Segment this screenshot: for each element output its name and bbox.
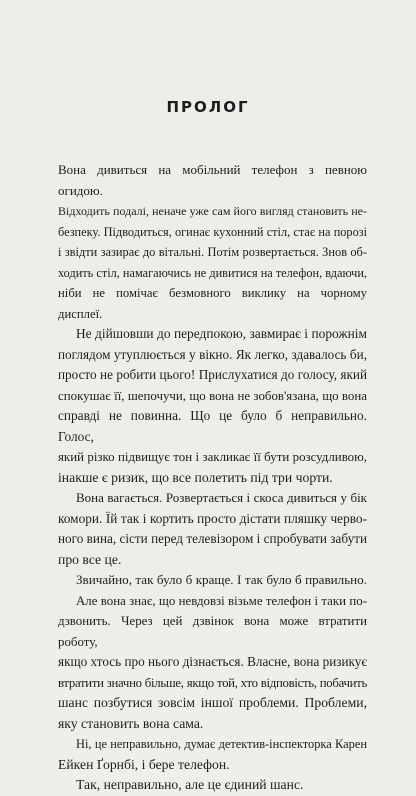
text-line: просто не робити цього! Прислухатися до голосу, який — [58, 367, 367, 382]
text-line: поглядом утуплюється у вікно. Як легко, здавалось би, — [58, 346, 367, 362]
text-line: Звичайно, так було б краще. І так було б правильно. — [76, 572, 367, 587]
body-text — [58, 160, 367, 796]
text-line: ніби не помічає безмовного виклику на чорному дисплеї. — [58, 286, 367, 321]
text-line: справді не повинна. Що це було б неправильно. Голос, — [58, 408, 367, 444]
chapter-title: ПРОЛОГ — [166, 98, 250, 116]
text-line: дзвонить. Через цей дзвінок вона може втратити роботу, — [58, 614, 367, 649]
text-line: Вона вагається. Розвертається і скоса дивиться у бік — [76, 490, 367, 505]
text-line: безпеку. Підводиться, огинає кухонний стіл, стає на порозі — [58, 224, 367, 239]
text-line: Так, неправильно, але це єдиний шанс. — [76, 777, 304, 792]
text-line: Вона дивиться на мобільний телефон з певною огидою. — [58, 162, 367, 198]
text-line: ного вина, сісти перед телевізором і спробувати забути — [58, 531, 367, 546]
text-line: про все це. — [58, 551, 122, 567]
text-line: Не дійшовши до передпокою, завмирає і порожнім — [76, 326, 367, 341]
text-line: інакше є ризик, що все полетить під три чорти. — [58, 469, 333, 485]
text-line: спокушає її, шепочучи, що вона не зобов'язана, що вона — [58, 388, 367, 403]
text-line: ходить стіл, намагаючись не дивитися на телефон, вдаючи, — [58, 265, 368, 280]
text-line: який різко підвищує тон і закликає її бути розсудливою, — [58, 450, 367, 464]
text-line: комори. Їй так і кортить просто дістати пляшку черво- — [58, 510, 367, 526]
text-line: Відходить подалі, неначе уже сам його вигляд становить не- — [58, 204, 367, 218]
text-line: яку становить вона сама. — [58, 715, 204, 731]
text-line: Але вона знає, що невдовзі візьме телефон і таки по- — [76, 593, 367, 608]
text-line: і звідти зазирає до вітальні. Потім розвертається. Знов об- — [58, 245, 367, 259]
text-line: Ні, це неправильно, думає детектив-інспекторка Карен — [76, 737, 367, 751]
text-line: Ейкен Ґорнбі, і бере телефон. — [58, 756, 230, 772]
text-line: втратити значно більше, якщо той, хто відповість, побачить — [58, 675, 367, 690]
text-line: якщо хтось про нього дізнається. Власне, вона ризикує — [58, 654, 367, 669]
text-line: шанс позбутися зовсім іншої проблеми. Проблеми, — [58, 695, 367, 710]
